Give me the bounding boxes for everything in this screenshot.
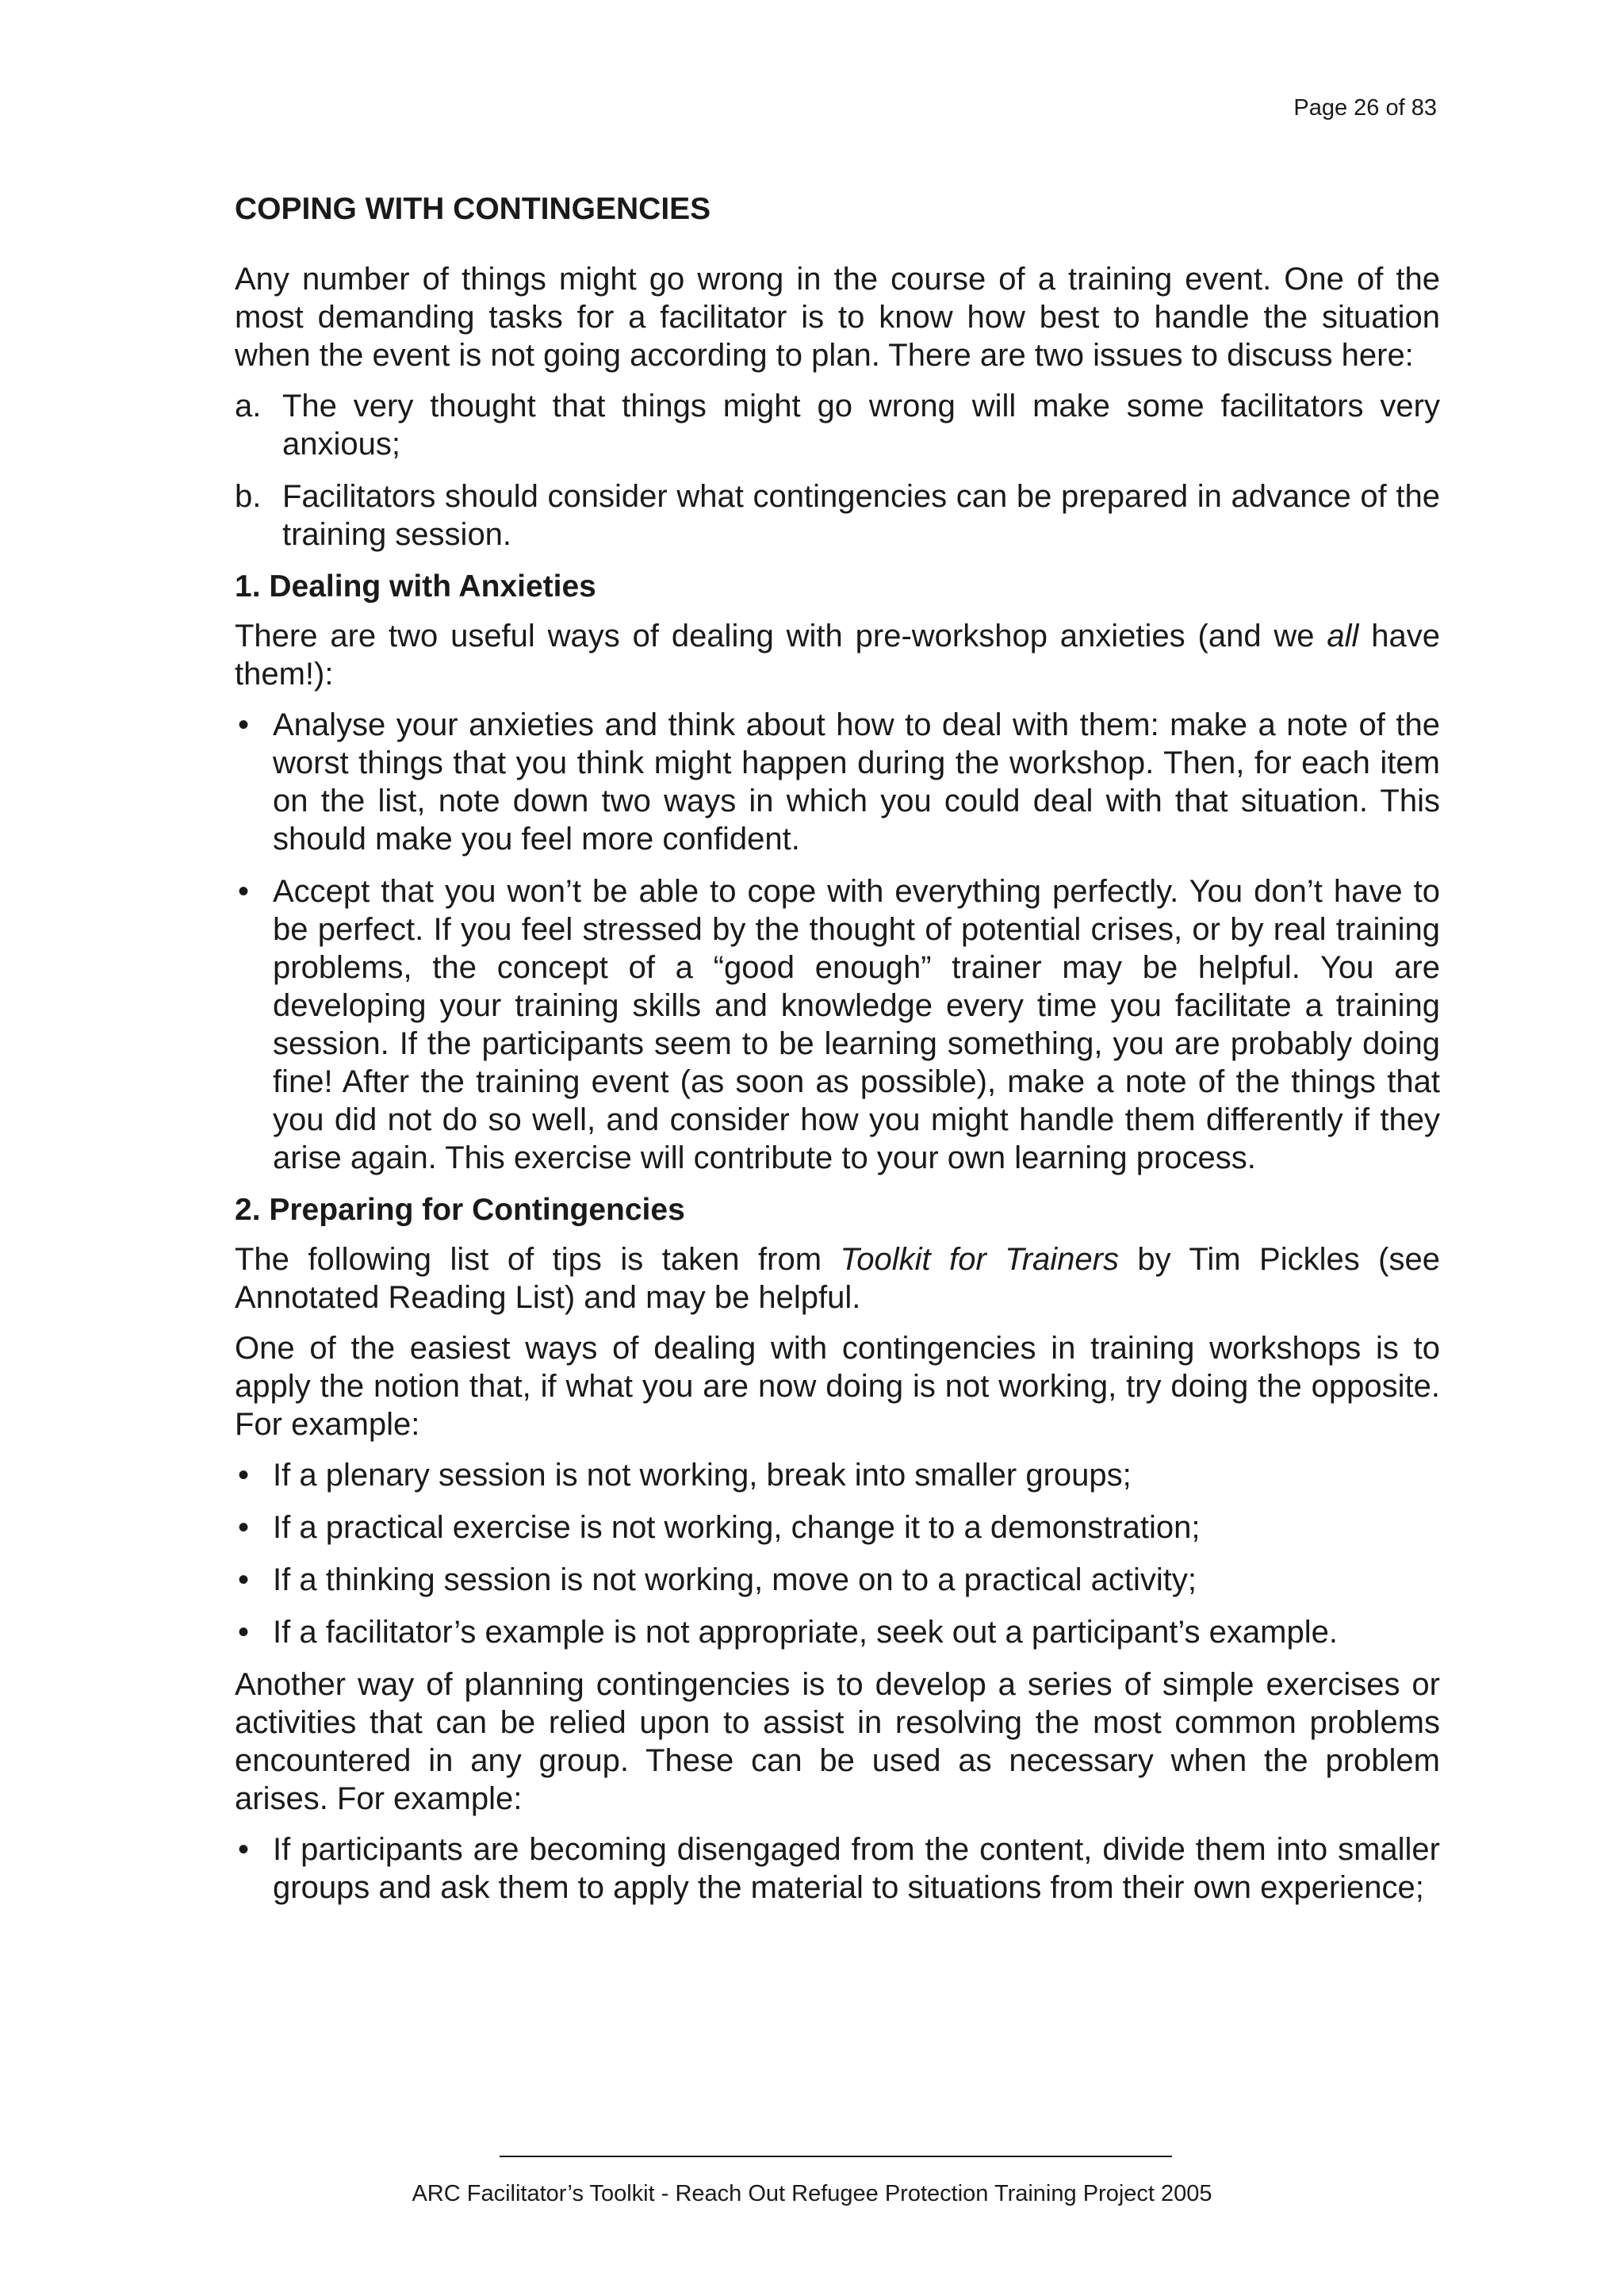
page-footer: ARC Facilitator’s Toolkit - Reach Out Refugee Protection Training Project 2005	[412, 2181, 1212, 2206]
list-item-text: If participants are becoming disengaged from the content, divide them into smaller groups and ask them to apply the material to situations from their own experience;	[273, 1832, 1440, 1905]
bullet-icon: •	[238, 1562, 250, 1597]
anxieties-bullet-list	[235, 706, 1440, 1177]
list-item	[235, 1613, 1440, 1651]
page-content	[235, 190, 1440, 1921]
list-item	[235, 477, 1440, 554]
page-number: Page 26 of 83	[1293, 95, 1437, 121]
list-item-text: If a practical exercise is not working, change it to a demonstration;	[273, 1510, 1201, 1545]
list-item-text: The very thought that things might go wrong will make some facilitators very anxious;	[282, 389, 1440, 462]
bullet-icon: •	[238, 1510, 250, 1545]
opposite-intro: One of the easiest ways of dealing with contingencies in training workshops is to apply the notion that, if what you are now doing is not working, try doing the opposite. For example:	[235, 1331, 1440, 1442]
list-item-text: Accept that you won’t be able to cope with everything perfectly. You don’t have to be perfect. If you feel stressed by the thought of potential crises, or by real training problems, the concept of a “good enough” trainer may be helpful. You are developing your training skills and knowledge every time you facilitate a training session. If the participants seem to be learning something, you are probably doing fine! After the training event (as soon as possible), make a note of the things that you did not do so well, and consider how you might handle them differently if they arise again. This exercise will contribute to your own learning process.	[273, 874, 1440, 1175]
anxieties-intro	[235, 617, 1440, 693]
list-item-text: If a plenary session is not working, break into smaller groups;	[273, 1458, 1132, 1493]
bullet-icon: •	[238, 1458, 250, 1493]
anxieties-heading: 1. Dealing with Anxieties	[235, 569, 596, 604]
bullet-icon: •	[238, 1832, 250, 1867]
source-text-before: The following list of tips is taken from	[235, 1242, 841, 1277]
list-item	[235, 706, 1440, 858]
intro-emphasis: all	[1327, 619, 1359, 654]
bullet-icon: •	[238, 1615, 250, 1650]
list-item	[235, 1561, 1440, 1599]
list-item	[235, 872, 1440, 1177]
intro-paragraph: Any number of things might go wrong in the course of a training event. One of the most demanding tasks for a facilitator is to know how best to handle the situation when the event is not going according to plan. There are two issues to discuss here:	[235, 262, 1440, 373]
list-item-text: Facilitators should consider what contingencies can be prepared in advance of the training session.	[282, 479, 1440, 552]
list-item	[235, 1508, 1440, 1547]
section-title: COPING WITH CONTINGENCIES	[235, 192, 711, 226]
list-marker: b.	[235, 479, 262, 514]
list-item-text: Analyse your anxieties and think about how to deal with them: make a note of the worst things that you think might happen during the workshop. Then, for each item on the list, note down two ways in which you could deal with that situation. This should make you feel more confident.	[273, 707, 1440, 857]
planning-intro: Another way of planning contingencies is to develop a series of simple exercises or activities that can be relied upon to assist in resolving the most common problems encountered in any group. These can be used as necessary when the problem arises. For example:	[235, 1667, 1440, 1816]
bullet-icon: •	[238, 707, 250, 742]
source-book-title: Toolkit for Trainers	[840, 1242, 1119, 1277]
intro-text-after: have them!):	[235, 619, 1440, 692]
list-item	[235, 387, 1440, 463]
bullet-icon: •	[238, 874, 250, 909]
list-item	[235, 1830, 1440, 1907]
intro-text-before: There are two useful ways of dealing with pre-workshop anxieties (and we	[235, 619, 1327, 654]
list-marker: a.	[235, 389, 262, 424]
list-item-text: If a thinking session is not working, move on to a practical activity;	[273, 1562, 1197, 1597]
source-paragraph	[235, 1240, 1440, 1317]
footer-divider	[500, 2156, 1172, 2157]
list-item-text: If a facilitator’s example is not appropriate, seek out a participant’s example.	[273, 1615, 1338, 1650]
planning-bullet-list	[235, 1830, 1440, 1907]
issues-list	[235, 387, 1440, 554]
list-item	[235, 1456, 1440, 1494]
source-text-after: by Tim Pickles (see Annotated Reading List) and may be helpful.	[235, 1242, 1440, 1315]
opposite-bullet-list	[235, 1456, 1440, 1651]
contingencies-heading: 2. Preparing for Contingencies	[235, 1193, 685, 1227]
